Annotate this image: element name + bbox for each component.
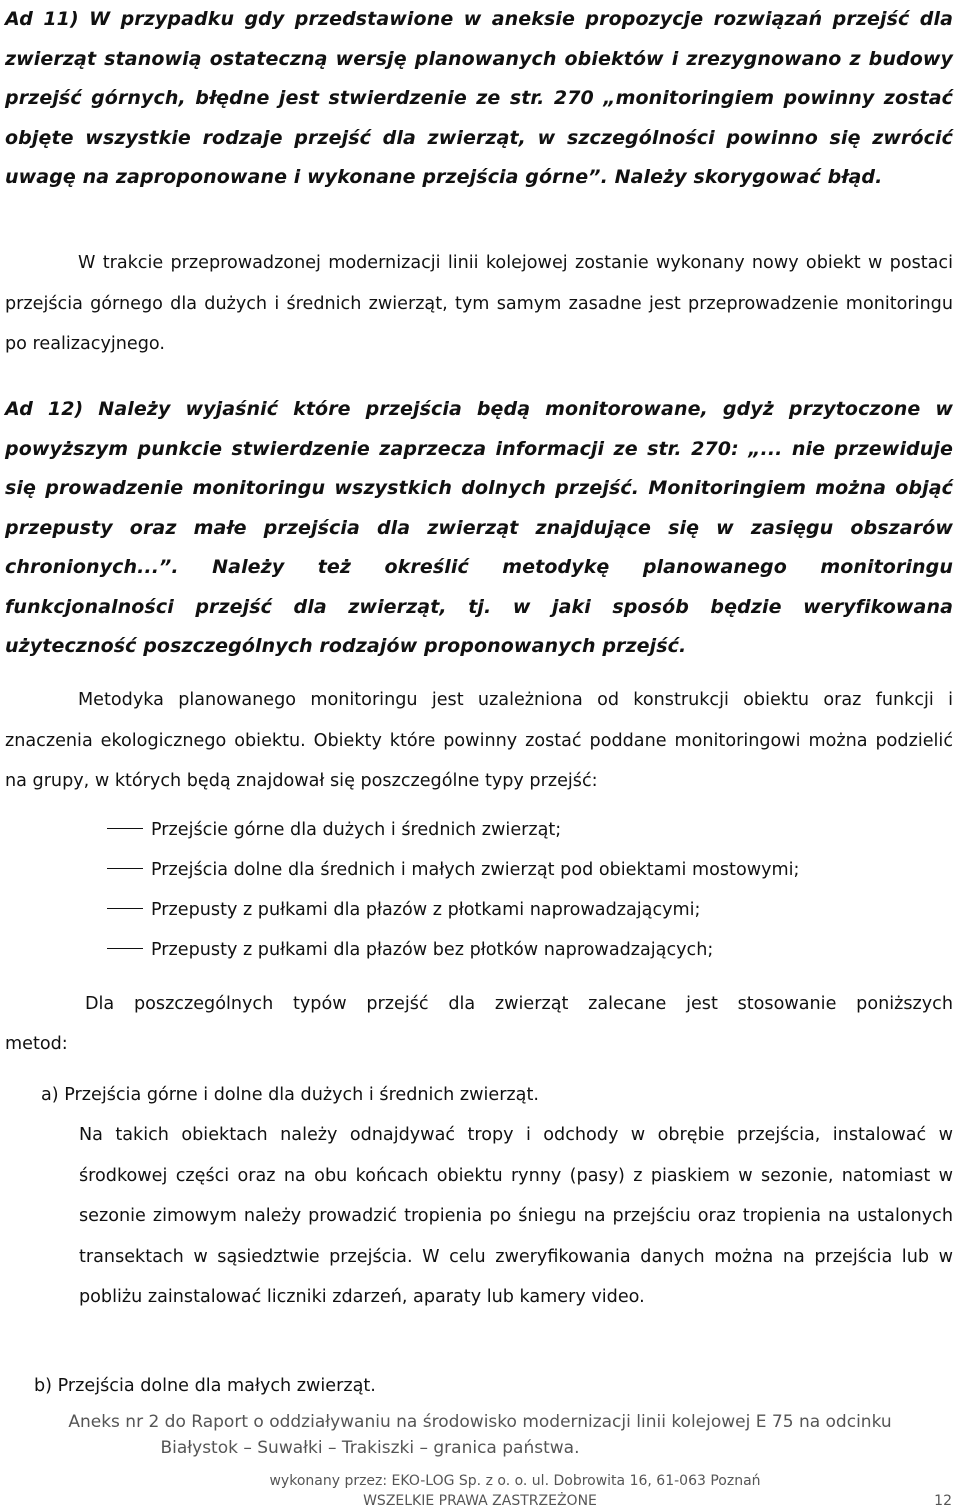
section-b-title: b) Przejścia dolne dla małych zwierząt.: [34, 1376, 376, 1396]
footer-line3: wykonany przez: EKO-LOG Sp. z o. o. ul. Dobrowita 16, 61-063 Poznań: [269, 1473, 761, 1489]
footer-line1: Aneks nr 2 do Raport o oddziaływaniu na środowisko modernizacji linii kolejowej E 75 na odcinku: [68, 1412, 892, 1432]
ad12-heading: Ad 12) Należy wyjaśnić które przejścia będą monitorowane, gdyż przytoczone w powyższym punkcie stwierdzenie zaprzecza informacji ze str. 270: „... nie przewiduje się prowadzenie monitoringu wszystkich dolnych przejść. Monitoringiem można objąć przepusty oraz małe przejścia dla zwierząt znajdujące się w zasięgu obszarów chronionych...”. Należy też określić metodykę planowanego monitoringu funkcjonalności przejść dla zwierząt, tj. w jaki sposób będzie weryfikowana użyteczność poszczególnych rodzajów proponowanych przejść.: [5, 398, 953, 657]
dash-bullet-icon: [107, 828, 143, 829]
footer-line2: Białystok – Suwałki – Trakiszki – granica państwa.: [160, 1438, 580, 1458]
list-item: Przejście górne dla dużych i średnich zwierząt;: [107, 820, 561, 840]
dash-bullet-icon: [107, 868, 143, 869]
list-item: Przepusty z pułkami dla płazów bez płotków naprowadzających;: [107, 940, 713, 960]
ad11-answer: W trakcie przeprowadzonej modernizacji linii kolejowej zostanie wykonany nowy obiekt w postaci przejścia górnego dla dużych i średnich zwierząt, tym samym zasadne jest przeprowadzenie monitoringu po realizacyjnego.: [5, 253, 953, 354]
section-a-body: Na takich obiektach należy odnajdywać tropy i odchody w obrębie przejścia, instalować w środkowej części oraz na obu końcach obiektu rynny (pasy) z piaskiem w sezonie, natomiast w sezonie zimowym należy prowadzić tropienia po śniegu na przejściu oraz tropienia na ustalonych transektach w sąsiedztwie przejścia. W celu zweryfikowania danych można na przejścia lub w pobliżu zainstalować liczniki zdarzeń, aparaty lub kamery video.: [79, 1125, 953, 1307]
footer-rights: WSZELKIE PRAWA ZASTRZEŻONE: [363, 1493, 597, 1509]
dash-bullet-icon: [107, 908, 143, 909]
page-number: 12: [934, 1493, 952, 1509]
dash-bullet-icon: [107, 948, 143, 949]
section-a-title: a) Przejścia górne i dolne dla dużych i średnich zwierząt.: [41, 1085, 539, 1105]
methods-word: metod:: [5, 1034, 68, 1054]
list-item: Przejścia dolne dla średnich i małych zwierząt pod obiektami mostowymi;: [107, 860, 799, 880]
methods-intro: Dla poszczególnych typów przejść dla zwierząt zalecane jest stosowanie poniższych: [85, 994, 953, 1014]
ad12-answer: Metodyka planowanego monitoringu jest uzależniona od konstrukcji obiektu oraz funkcji i znaczenia ekologicznego obiektu. Obiekty które powinny zostać poddane monitoringowi można podzielić na grupy, w których będą znajdował się poszczególne typy przejść:: [5, 690, 953, 791]
ad11-heading: Ad 11) W przypadku gdy przedstawione w aneksie propozycje rozwiązań przejść dla zwierząt stanowią ostateczną wersję planowanych obiektów i zrezygnowano z budowy przejść górnych, błędne jest stwierdzenie ze str. 270 „monitoringiem powinny zostać objęte wszystkie rodzaje przejść dla zwierząt, w szczególności powinno się zwrócić uwagę na zaproponowane i wykonane przejścia górne”. Należy skorygować błąd.: [5, 8, 953, 188]
list-item: Przepusty z pułkami dla płazów z płotkami naprowadzającymi;: [107, 900, 700, 920]
